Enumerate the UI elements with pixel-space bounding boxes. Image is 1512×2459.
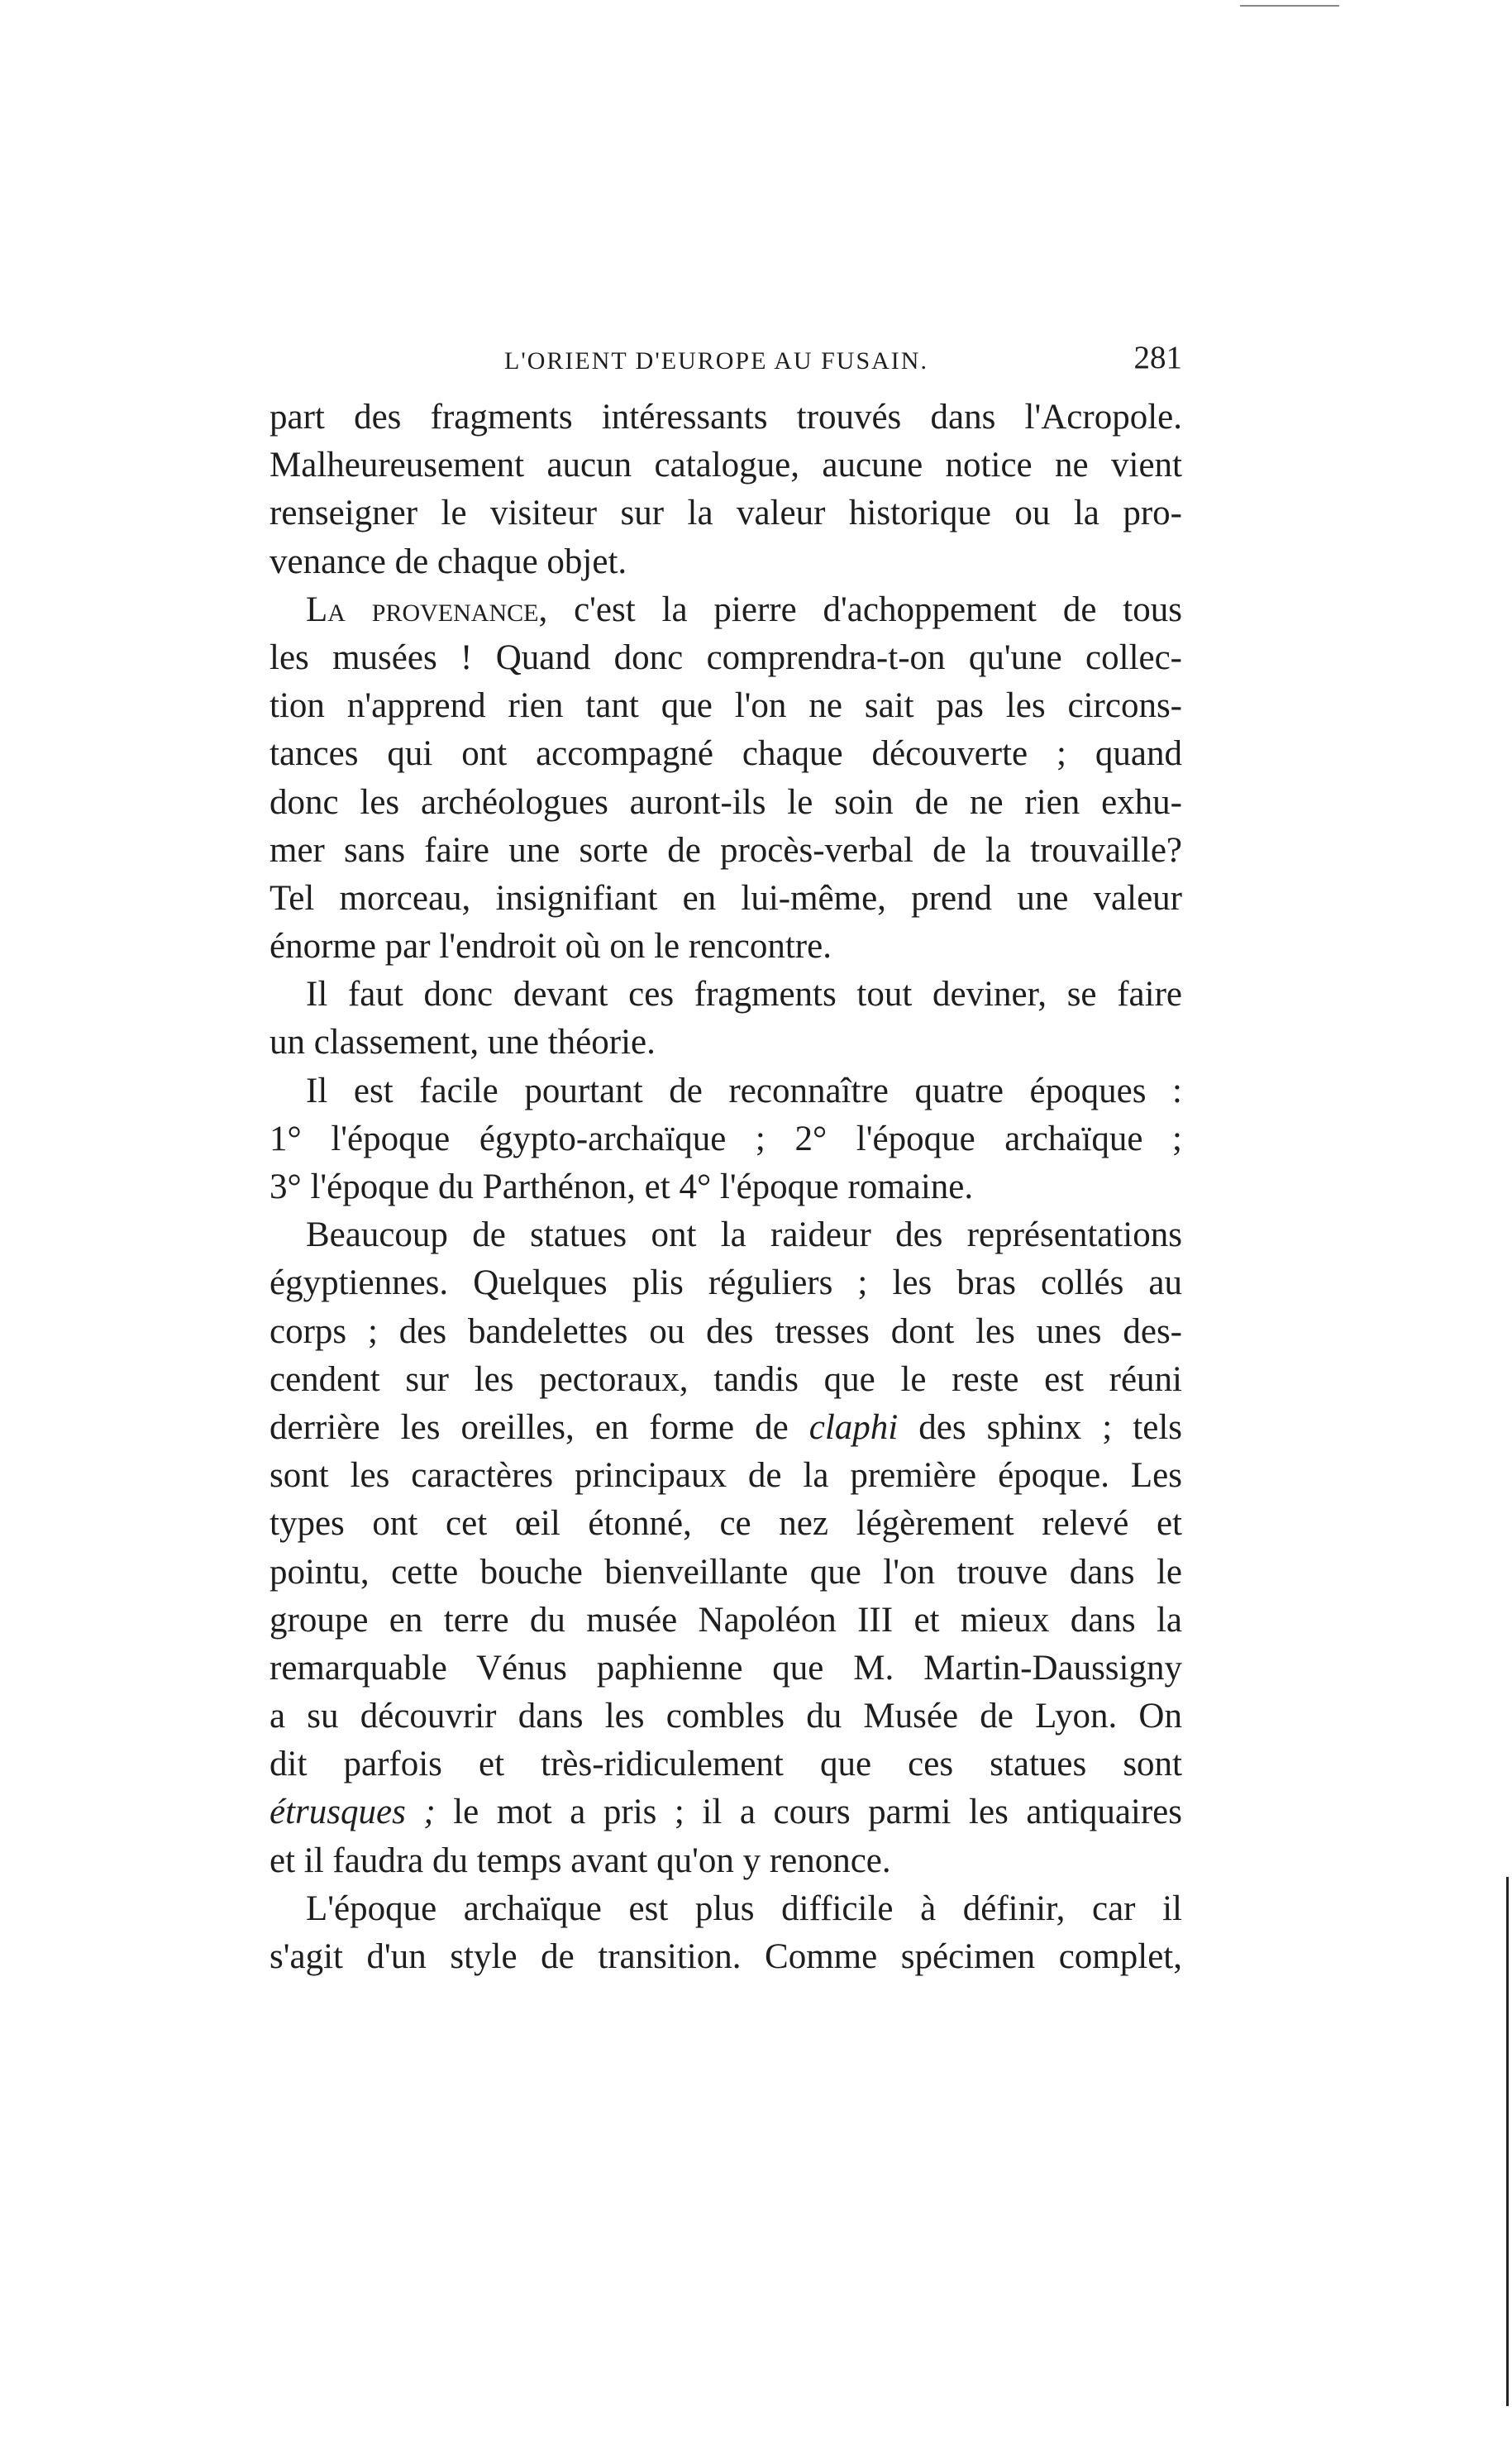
running-title: L'ORIENT D'EUROPE AU FUSAIN. [504,347,928,375]
text-line: un classement, une théorie. [269,1023,656,1062]
text-line: corps ; des bandelettes ou des tresses dont les unes des- [269,1311,1182,1351]
text-line: Il est facile pourtant de reconnaître quatre époques : [306,1071,1182,1110]
text-line: mer sans faire une sorte de procès-verbal de la trouvaille? [269,830,1182,870]
text-line: énorme par l'endroit où on le rencontre. [269,927,832,967]
text-line: les musées ! Quand donc comprendra-t-on qu'une collec- [269,637,1182,677]
text-line: sont les caractères principaux de la première époque. Les [269,1456,1182,1496]
text-line: étrusques ; le mot a pris ; il a cours parmi les antiquaires [269,1793,1182,1832]
body-text [269,394,1182,1981]
text-line: Beaucoup de statues ont la raideur des représentations [306,1215,1182,1255]
text-line: part des fragments intéressants trouvés dans l'Acropole. [269,398,1182,437]
text-line: derrière les oreilles, en forme de claphi des sphinx ; tels [269,1407,1182,1447]
text-line: pointu, cette bouche bienveillante que l'on trouve dans le [269,1552,1182,1592]
text-line: renseigner le visiteur sur la valeur historique ou la pro- [269,494,1182,533]
text-line: venance de chaque objet. [269,542,627,581]
text-line: groupe en terre du musée Napoléon III et mieux dans la [269,1600,1182,1640]
scan-edge-line [1506,1877,1509,2406]
text-line: dit parfois et très-ridiculement que ces statues sont [269,1745,1182,1784]
text-line: cendent sur les pectoraux, tandis que le reste est réuni [269,1359,1182,1399]
text-line: s'agit d'un style de transition. Comme spécimen complet, [269,1937,1182,1976]
page-header [265,339,1182,389]
page-number: 281 [1133,340,1182,375]
text-line: Tel morceau, insignifiant en lui-même, prend une valeur [269,878,1182,918]
text-line: tances qui ont accompagné chaque découverte ; quand [269,734,1182,774]
text-line: a su découvrir dans les combles du Musée de Lyon. On [269,1697,1182,1736]
text-line: Malheureusement aucun catalogue, aucune notice ne vient [269,446,1182,485]
text-line: 3° l'époque du Parthénon, et 4° l'époque romaine. [269,1167,974,1206]
text-line: Il faut donc devant ces fragments tout deviner, se faire [306,975,1182,1015]
text-line: 1° l'époque égypto-archaïque ; 2° l'époque archaïque ; [269,1119,1182,1158]
text-line: tion n'apprend rien tant que l'on ne sait pas les circons- [269,686,1182,726]
text-line: donc les archéologues auront-ils le soin de ne rien exhu- [269,782,1182,822]
text-line: types ont cet œil étonné, ce nez légèrement relevé et [269,1504,1182,1544]
scan-top-mark [1240,5,1339,7]
text-line: La provenance, c'est la pierre d'achoppement de tous [306,590,1182,629]
text-line: et il faudra du temps avant qu'on y renonce. [269,1841,891,1880]
text-line: égyptiennes. Quelques plis réguliers ; les bras collés au [269,1263,1182,1303]
text-line: remarquable Vénus paphienne que M. Martin-Daussigny [269,1648,1182,1688]
text-line: L'époque archaïque est plus difficile à définir, car il [306,1888,1182,1928]
